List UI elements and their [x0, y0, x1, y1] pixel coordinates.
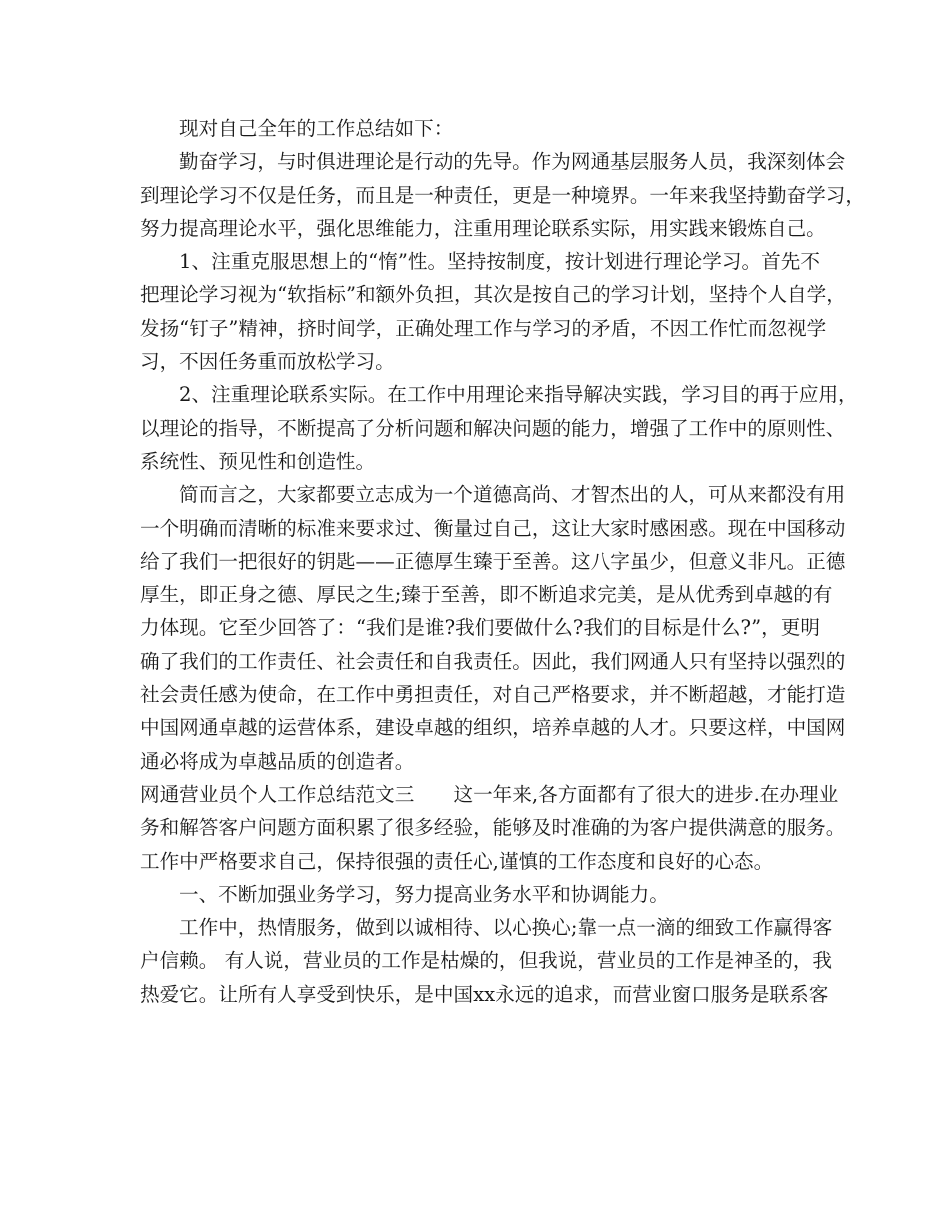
text-line: 把理论学习视为“软指标”和额外负担，其次是按自己的学习计划，坚持个人自学，	[140, 283, 846, 307]
text-line: 系统性、预见性和创造性。	[140, 449, 376, 473]
text-line: 确了我们的工作责任、社会责任和自我责任。因此，我们网通人只有坚持以强烈的	[140, 649, 846, 673]
text-line: 勤奋学习，与时俱进理论是行动的先导。作为网通基层服务人员，我深刻体会	[179, 150, 846, 174]
text-line: 简而言之，大家都要立志成为一个道德高尚、才智杰出的人，可从来都没有用	[179, 483, 846, 507]
text-line: 社会责任感为使命，在工作中勇担责任，对自己严格要求，并不断超越，才能打造	[140, 683, 846, 707]
text-line: 热爱它。让所有人享受到快乐，是中国xx永远的追求，而营业窗口服务是联系客	[140, 982, 829, 1006]
text-line: 厚生，即正身之德、厚民之生;臻于至善，即不断追求完美，是从优秀到卓越的有	[140, 583, 833, 607]
text-line: 发扬“钉子”精神，挤时间学，正确处理工作与学习的矛盾，不因工作忙而忽视学	[140, 316, 827, 340]
text-line: 2、注重理论联系实际。在工作中用理论来指导解决实践，学习目的再于应用，	[179, 383, 858, 407]
text-line: 中国网通卓越的运营体系，建设卓越的组织，培养卓越的人才。只要这样，中国网	[140, 716, 846, 740]
text-line: 1、注重克服思想上的“惰”性。坚持按制度，按计划进行理论学习。首先不	[179, 250, 820, 274]
text-line: 工作中严格要求自己，保持很强的责任心,谨慎的工作态度和良好的心态。	[140, 849, 774, 873]
text-line: 工作中，热情服务，做到以诚相待、以心换心;靠一点一滴的细致工作赢得客	[179, 916, 833, 940]
text-line: 以理论的指导，不断提高了分析问题和解决问题的能力，增强了工作中的原则性、	[140, 416, 846, 440]
document-body	[140, 112, 865, 1011]
text-line: 到理论学习不仅是任务，而且是一种责任，更是一种境界。一年来我坚持勤奋学习，	[140, 183, 865, 207]
text-line: 网通营业员个人工作总结范文三 这一年来,各方面都有了很大的进步.在办理业	[140, 782, 839, 806]
text-line: 力体现。它至少回答了：“我们是谁?我们要做什么?我们的目标是什么?”，更明	[140, 616, 820, 640]
text-line: 务和解答客户问题方面积累了很多经验，能够及时准确的为客户提供满意的服务。	[140, 816, 846, 840]
text-line: 户信赖。 有人说，营业员的工作是枯燥的，但我说，营业员的工作是神圣的，我	[140, 949, 833, 973]
text-line: 一、不断加强业务学习，努力提高业务水平和协调能力。	[179, 882, 669, 906]
text-line: 通必将成为卓越品质的创造者。	[140, 749, 415, 773]
text-line: 现对自己全年的工作总结如下：	[179, 117, 454, 140]
text-line: 努力提高理论水平，强化思维能力，注重用理论联系实际，用实践来锻炼自己。	[140, 216, 826, 240]
text-line: 给了我们一把很好的钥匙——正德厚生臻于至善。这八字虽少，但意义非凡。正德	[140, 549, 846, 573]
text-line: 习，不因任务重而放松学习。	[140, 350, 395, 374]
text-line: 一个明确而清晰的标准来要求过、衡量过自己，这让大家时感困惑。现在中国移动	[140, 516, 846, 540]
